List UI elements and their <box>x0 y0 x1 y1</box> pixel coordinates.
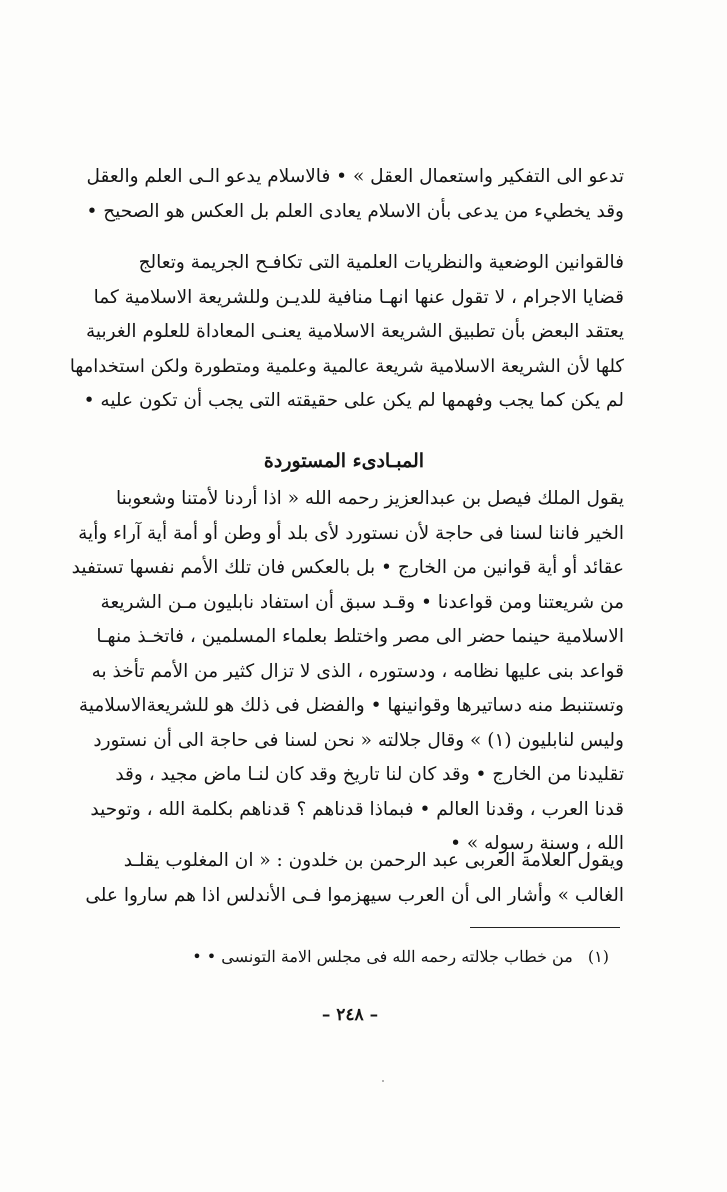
text-line: من شريعتنا ومن قواعدنا • وقـد سبق أن استفاد نابليون مـن الشريعة <box>100 591 624 613</box>
text-line: وتستنبط منه دساتيرها وقوانينها • والفضل فى ذلك هو للشريعةالاسلامية <box>78 695 624 716</box>
text-line: تدعو الى التفكير واستعمال العقل » • فالاسلام يدعو الـى العلم والعقل <box>86 166 624 187</box>
text-line: ويقول العلامة العربى عبد الرحمن بن خلدون : « ان المغلوب يقلـد <box>123 850 624 871</box>
text-line: وليس لنابليون (١) » وقال جلالته « نحن لسنا فى حاجة الى أن نستورد <box>93 729 624 751</box>
section-heading: المبـادىء المستوردة <box>263 450 425 472</box>
text-line: قدنا العرب ، وقدنا العالم • فبماذا قدناهم ؟ قدناهم بكلمة الله ، وتوحيد <box>90 798 624 820</box>
text-line: قواعد بنى عليها نظامه ، ودستوره ، الذى لا تزال كثير من الأمم تأخذ به <box>91 660 624 682</box>
footnote-marker: (١) <box>587 947 609 966</box>
text-line: وقد يخطيء من يدعى بأن الاسلام يعادى العلم بل العكس هو الصحيح • <box>86 200 624 222</box>
paragraph-3 <box>64 482 624 862</box>
paragraph-1 <box>64 160 624 229</box>
footnote-text: من خطاب جلالته رحمه الله فى مجلس الامة التونسى • • <box>192 947 573 966</box>
page-number: – ٢٤٨ – <box>321 1005 379 1025</box>
scan-speck <box>382 1080 384 1082</box>
footnote-divider <box>470 927 620 928</box>
text-line: يعتقد البعض بأن تطبيق الشريعة الاسلامية يعنـى المعاداة للعلوم الغربية <box>86 321 624 342</box>
text-line: عقائد أو أية قوانين من الخارج • بل بالعكس فان تلك الأمم نفسها تستفيد <box>71 557 624 578</box>
text-line: الغالب » وأشار الى أن العرب سيهزموا فـى الأندلس اذا هم ساروا على <box>85 884 624 906</box>
text-line: كلها لأن الشريعة الاسلامية شريعة عالمية وعلمية ومتطورة ولكن استخدامها <box>69 355 624 377</box>
paragraph-4 <box>64 844 624 913</box>
text-line: الاسلامية حينما حضر الى مصر واختلط بعلماء المسلمين ، فاتخـذ منهـا <box>96 626 624 647</box>
paragraph-2 <box>64 246 624 419</box>
text-line: الخير فاننا لسنا فى حاجة لأن نستورد لأى بلد أو وطن أو أمة أية آراء وأية <box>78 522 624 544</box>
footnote <box>64 942 609 972</box>
text-line: تقليدنا من الخارج • وقد كان لنا تاريخ وقد كان لنـا ماض مجيد ، وقد <box>115 764 624 785</box>
text-line: فالقوانين الوضعية والنظريات العلمية التى تكافـح الجريمة وتعالج <box>138 252 624 273</box>
text-line: الله ، وسنة رسوله » • <box>450 833 624 854</box>
text-line: يقول الملك فيصل بن عبدالعزيز رحمه الله « اذا أردنا لأمتنا وشعوبنا <box>116 488 624 509</box>
text-line: لم يكن كما يجب وفهمها لم يكن على حقيقته التى يجب أن تكون عليه • <box>83 390 624 411</box>
text-line: قضايا الاجرام ، لا تقول عنها انهـا منافية للديـن وللشريعة الاسلامية كما <box>93 286 624 308</box>
